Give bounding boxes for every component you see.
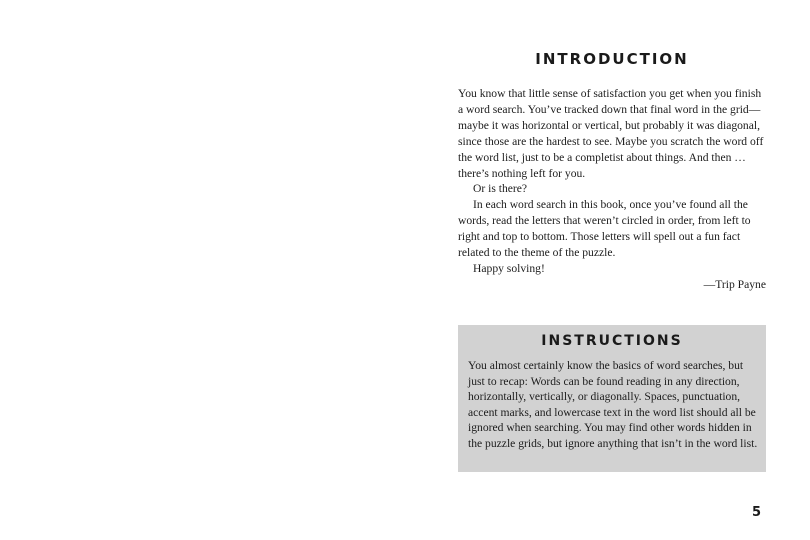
introduction-body [458,86,768,293]
intro-paragraph: Happy solving! [473,261,545,275]
page-number: 5 [752,505,762,520]
author-signature: —Trip Payne [703,277,766,291]
instructions-body: You almost certainly know the basics of word searches, but just to recap: Words can be found reading in any direction, horizontally, vertically, or diagonally. Spaces, punctuation, accent marks, and lowercase text in the word list should all be ignored when searching. You may find other words hidden in the puzzle grids, but ignore anything that isn’t in the word list. [468,359,758,450]
instructions-box [458,325,766,472]
introduction-heading: INTRODUCTION [535,50,689,68]
intro-paragraph: You know that little sense of satisfaction you get when you finish a word search. You’ve tracked down that final word in the grid—maybe it was horizontal or vertical, but probably it was diagonal, since those are the hardest to see. Maybe you scratch the word off the word list, just to be a completist about things. And then … there’s nothing left for you. [458,87,764,180]
instructions-heading: INSTRUCTIONS [541,333,683,349]
intro-paragraph: Or is there? [473,182,528,196]
intro-paragraph: In each word search in this book, once you’ve found all the words, read the letters that weren’t circled in order, from left to right and top to bottom. Those letters will spell out a fun fact related to the theme of the puzzle. [458,198,751,260]
